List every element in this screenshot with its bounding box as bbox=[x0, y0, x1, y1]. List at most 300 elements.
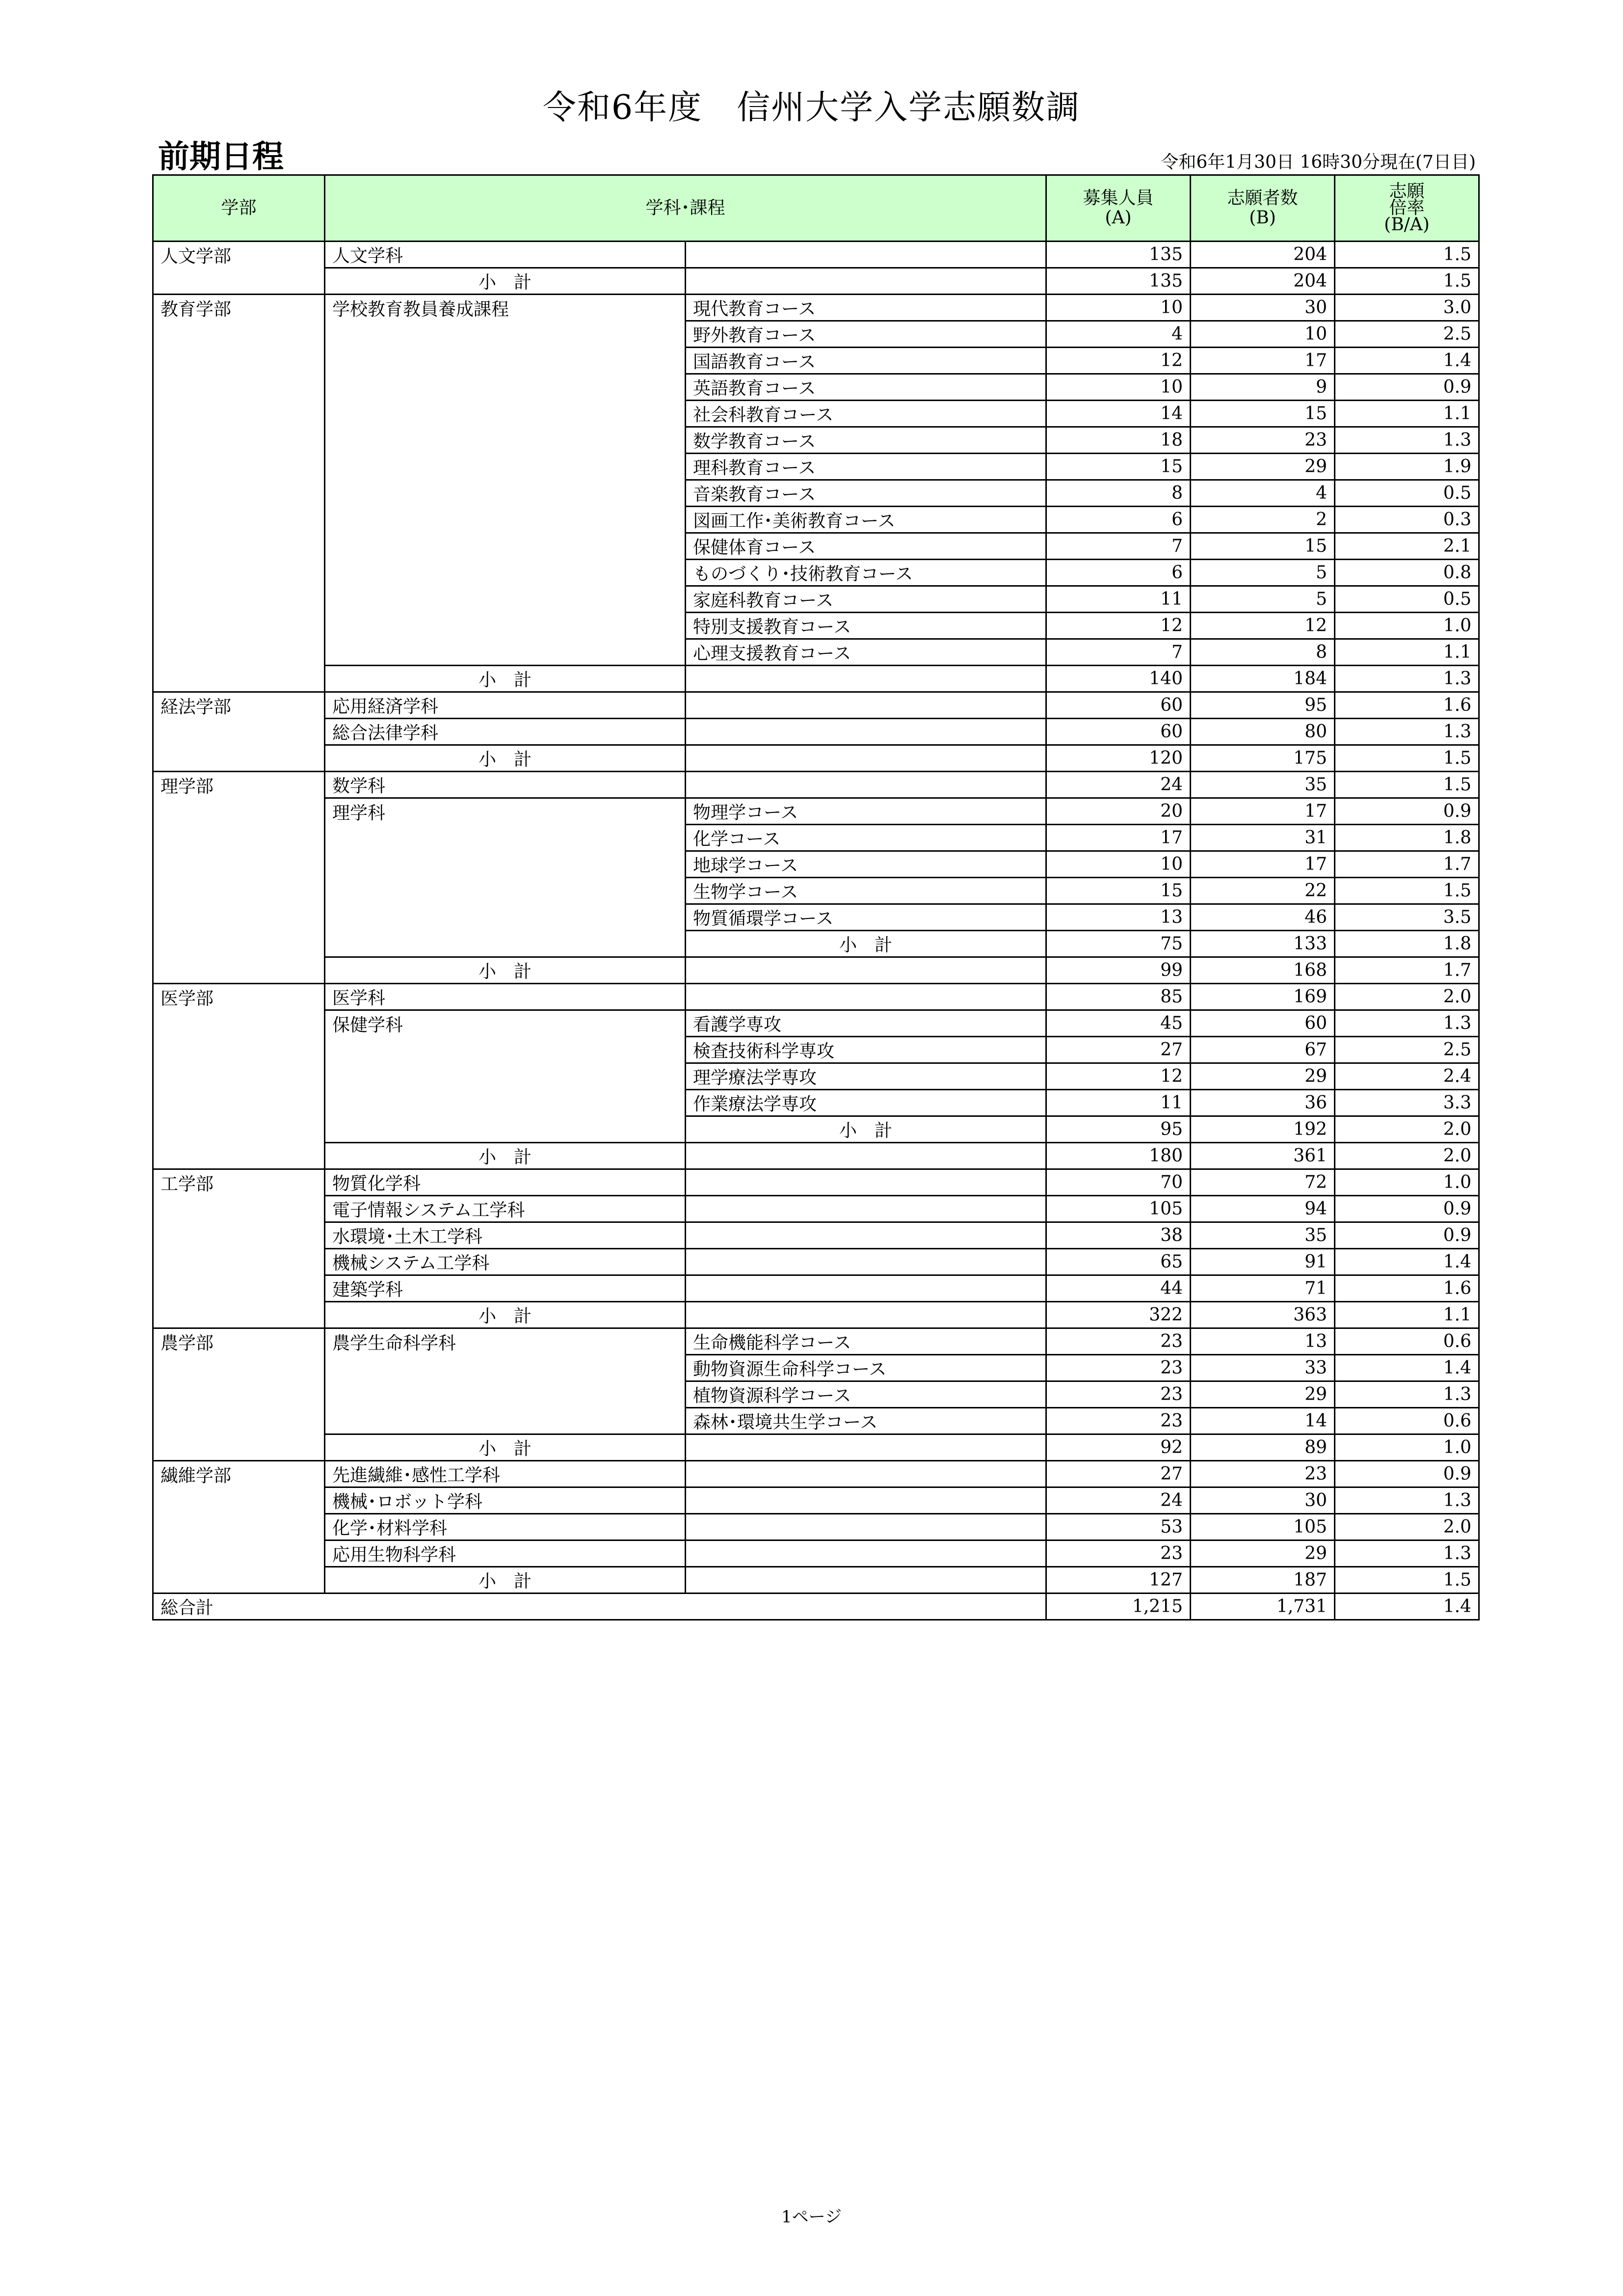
table-row bbox=[153, 321, 1479, 348]
faculty-cell bbox=[153, 1514, 325, 1540]
faculty-cell bbox=[153, 719, 325, 745]
dept-cell bbox=[325, 480, 686, 507]
faculty-cell bbox=[153, 321, 325, 348]
applicants-cell: 17 bbox=[1191, 798, 1335, 825]
applicants-cell: 91 bbox=[1191, 1249, 1335, 1275]
dept-cell bbox=[325, 533, 686, 560]
dept-cell bbox=[325, 427, 686, 454]
faculty-cell: 医学部 bbox=[153, 984, 325, 1010]
applicants-cell: 15 bbox=[1191, 401, 1335, 427]
faculty-cell bbox=[153, 1090, 325, 1116]
faculty-cell bbox=[153, 904, 325, 931]
course-cell: ものづくり･技術教育コース bbox=[686, 560, 1046, 586]
faculty-cell bbox=[153, 1434, 325, 1461]
table-row bbox=[153, 560, 1479, 586]
header-faculty: 学部 bbox=[153, 175, 325, 242]
faculty-cell bbox=[153, 507, 325, 533]
faculty-cell bbox=[153, 480, 325, 507]
ratio-cell: 1.1 bbox=[1335, 1302, 1479, 1328]
dept-cell bbox=[325, 1063, 686, 1090]
faculty-cell bbox=[153, 401, 325, 427]
quota-cell: 20 bbox=[1046, 798, 1191, 825]
faculty-cell bbox=[153, 1116, 325, 1143]
quota-cell: 44 bbox=[1046, 1275, 1191, 1302]
faculty-cell bbox=[153, 533, 325, 560]
course-cell bbox=[686, 1567, 1046, 1594]
dept-cell: 水環境･土木工学科 bbox=[325, 1222, 686, 1249]
dept-cell bbox=[325, 613, 686, 639]
course-cell bbox=[686, 1143, 1046, 1169]
subtotal-label: 小 計 bbox=[325, 666, 686, 692]
applicants-table bbox=[152, 174, 1480, 1621]
table-row bbox=[153, 480, 1479, 507]
applicants-cell: 94 bbox=[1191, 1196, 1335, 1222]
ratio-cell: 3.3 bbox=[1335, 1090, 1479, 1116]
applicants-cell: 23 bbox=[1191, 427, 1335, 454]
applicants-cell: 31 bbox=[1191, 825, 1335, 851]
course-cell bbox=[686, 1514, 1046, 1540]
faculty-cell bbox=[153, 268, 325, 295]
dept-cell bbox=[325, 931, 686, 957]
ratio-cell: 1.7 bbox=[1335, 957, 1479, 984]
dept-cell: 農学生命科学科 bbox=[325, 1328, 686, 1355]
applicants-cell: 71 bbox=[1191, 1275, 1335, 1302]
quota-cell: 120 bbox=[1046, 745, 1191, 772]
ratio-cell: 1.5 bbox=[1335, 745, 1479, 772]
course-cell bbox=[686, 1196, 1046, 1222]
quota-cell: 4 bbox=[1046, 321, 1191, 348]
applicants-cell: 30 bbox=[1191, 1487, 1335, 1514]
quota-cell: 7 bbox=[1046, 639, 1191, 666]
ratio-cell: 1.8 bbox=[1335, 931, 1479, 957]
dept-cell: 建築学科 bbox=[325, 1275, 686, 1302]
ratio-cell: 1.1 bbox=[1335, 639, 1479, 666]
table-row bbox=[153, 878, 1479, 904]
subtotal-label: 小 計 bbox=[686, 931, 1046, 957]
faculty-cell bbox=[153, 427, 325, 454]
quota-cell: 60 bbox=[1046, 719, 1191, 745]
applicants-cell: 35 bbox=[1191, 772, 1335, 798]
ratio-cell: 1.5 bbox=[1335, 772, 1479, 798]
faculty-cell bbox=[153, 560, 325, 586]
ratio-cell: 0.9 bbox=[1335, 1461, 1479, 1487]
table-row bbox=[153, 904, 1479, 931]
course-cell bbox=[686, 1487, 1046, 1514]
course-cell: 社会科教育コース bbox=[686, 401, 1046, 427]
table-header-row bbox=[153, 175, 1479, 242]
table-row bbox=[153, 348, 1479, 374]
course-cell bbox=[686, 745, 1046, 772]
ratio-cell: 2.0 bbox=[1335, 1514, 1479, 1540]
dept-cell bbox=[325, 1355, 686, 1381]
quota-cell: 10 bbox=[1046, 374, 1191, 401]
ratio-cell: 1.7 bbox=[1335, 851, 1479, 878]
applicants-cell: 204 bbox=[1191, 242, 1335, 268]
dept-cell: 総合法律学科 bbox=[325, 719, 686, 745]
quota-cell: 135 bbox=[1046, 242, 1191, 268]
faculty-cell bbox=[153, 931, 325, 957]
quota-cell: 17 bbox=[1046, 825, 1191, 851]
ratio-cell: 2.0 bbox=[1335, 1116, 1479, 1143]
dept-cell bbox=[325, 904, 686, 931]
quota-cell: 14 bbox=[1046, 401, 1191, 427]
course-cell bbox=[686, 1275, 1046, 1302]
subtotal-row bbox=[153, 1434, 1479, 1461]
faculty-cell: 理学部 bbox=[153, 772, 325, 798]
faculty-cell: 繊維学部 bbox=[153, 1461, 325, 1487]
quota-cell: 135 bbox=[1046, 268, 1191, 295]
ratio-cell: 3.5 bbox=[1335, 904, 1479, 931]
applicants-cell: 12 bbox=[1191, 613, 1335, 639]
faculty-cell bbox=[153, 1063, 325, 1090]
course-cell: 物理学コース bbox=[686, 798, 1046, 825]
quota-cell: 38 bbox=[1046, 1222, 1191, 1249]
faculty-cell bbox=[153, 957, 325, 984]
course-cell: 看護学専攻 bbox=[686, 1010, 1046, 1037]
dept-cell: 応用経済学科 bbox=[325, 692, 686, 719]
dept-cell bbox=[325, 348, 686, 374]
quota-cell: 27 bbox=[1046, 1037, 1191, 1063]
dept-cell: 理学科 bbox=[325, 798, 686, 825]
applicants-cell: 30 bbox=[1191, 295, 1335, 321]
course-cell bbox=[686, 1461, 1046, 1487]
quota-cell: 75 bbox=[1046, 931, 1191, 957]
quota-cell: 65 bbox=[1046, 1249, 1191, 1275]
quota-cell: 322 bbox=[1046, 1302, 1191, 1328]
course-cell: 理学療法学専攻 bbox=[686, 1063, 1046, 1090]
dept-cell bbox=[325, 1090, 686, 1116]
faculty-cell bbox=[153, 348, 325, 374]
dept-cell bbox=[325, 639, 686, 666]
dept-cell bbox=[325, 401, 686, 427]
quota-cell: 1,215 bbox=[1046, 1594, 1191, 1620]
course-cell bbox=[686, 1249, 1046, 1275]
ratio-cell: 1.5 bbox=[1335, 242, 1479, 268]
quota-cell: 24 bbox=[1046, 1487, 1191, 1514]
page-number: 1ページ bbox=[781, 2207, 842, 2227]
table-row bbox=[153, 507, 1479, 533]
quota-cell: 24 bbox=[1046, 772, 1191, 798]
applicants-cell: 363 bbox=[1191, 1302, 1335, 1328]
applicants-cell: 89 bbox=[1191, 1434, 1335, 1461]
table-row bbox=[153, 1010, 1479, 1037]
faculty-cell bbox=[153, 639, 325, 666]
header-dept-course: 学科･課程 bbox=[325, 175, 1046, 242]
quota-cell: 105 bbox=[1046, 1196, 1191, 1222]
applicants-cell: 35 bbox=[1191, 1222, 1335, 1249]
table-row bbox=[153, 1063, 1479, 1090]
course-cell: 化学コース bbox=[686, 825, 1046, 851]
table-row bbox=[153, 798, 1479, 825]
course-cell: 生命機能科学コース bbox=[686, 1328, 1046, 1355]
subtotal-label: 小 計 bbox=[686, 1116, 1046, 1143]
course-cell: 理科教育コース bbox=[686, 454, 1046, 480]
ratio-cell: 1.8 bbox=[1335, 825, 1479, 851]
applicants-cell: 8 bbox=[1191, 639, 1335, 666]
faculty-cell bbox=[153, 374, 325, 401]
faculty-cell bbox=[153, 825, 325, 851]
course-cell bbox=[686, 984, 1046, 1010]
ratio-cell: 0.6 bbox=[1335, 1328, 1479, 1355]
course-cell: 森林･環境共生学コース bbox=[686, 1408, 1046, 1434]
quota-cell: 12 bbox=[1046, 1063, 1191, 1090]
dept-cell bbox=[325, 878, 686, 904]
applicants-cell: 29 bbox=[1191, 1381, 1335, 1408]
table-row bbox=[153, 1514, 1479, 1540]
ratio-cell: 2.5 bbox=[1335, 1037, 1479, 1063]
dept-cell bbox=[325, 851, 686, 878]
ratio-cell: 1.9 bbox=[1335, 454, 1479, 480]
subtotal-label: 小 計 bbox=[325, 1302, 686, 1328]
table-row bbox=[153, 1461, 1479, 1487]
quota-cell: 7 bbox=[1046, 533, 1191, 560]
faculty-cell: 人文学部 bbox=[153, 242, 325, 268]
course-cell: 英語教育コース bbox=[686, 374, 1046, 401]
ratio-cell: 1.3 bbox=[1335, 1010, 1479, 1037]
dept-cell bbox=[325, 1381, 686, 1408]
course-cell bbox=[686, 692, 1046, 719]
quota-cell: 15 bbox=[1046, 454, 1191, 480]
table-row bbox=[153, 1487, 1479, 1514]
dept-cell: 機械･ロボット学科 bbox=[325, 1487, 686, 1514]
subtotal-row bbox=[153, 1302, 1479, 1328]
faculty-cell bbox=[153, 1302, 325, 1328]
table-row bbox=[153, 1169, 1479, 1196]
faculty-cell bbox=[153, 454, 325, 480]
course-cell bbox=[686, 772, 1046, 798]
course-cell: 国語教育コース bbox=[686, 348, 1046, 374]
applicants-cell: 184 bbox=[1191, 666, 1335, 692]
faculty-cell bbox=[153, 878, 325, 904]
table-row bbox=[153, 242, 1479, 268]
faculty-cell bbox=[153, 745, 325, 772]
dept-cell: 電子情報システム工学科 bbox=[325, 1196, 686, 1222]
applicants-cell: 105 bbox=[1191, 1514, 1335, 1540]
applicants-cell: 10 bbox=[1191, 321, 1335, 348]
course-cell: 動物資源生命科学コース bbox=[686, 1355, 1046, 1381]
faculty-cell bbox=[153, 613, 325, 639]
ratio-cell: 2.0 bbox=[1335, 1143, 1479, 1169]
quota-cell: 10 bbox=[1046, 295, 1191, 321]
table-row bbox=[153, 851, 1479, 878]
ratio-cell: 3.0 bbox=[1335, 295, 1479, 321]
table-row bbox=[153, 427, 1479, 454]
ratio-cell: 0.9 bbox=[1335, 1222, 1479, 1249]
table-row bbox=[153, 533, 1479, 560]
dept-cell: 人文学科 bbox=[325, 242, 686, 268]
faculty-cell bbox=[153, 1540, 325, 1567]
ratio-cell: 2.1 bbox=[1335, 533, 1479, 560]
applicants-cell: 2 bbox=[1191, 507, 1335, 533]
ratio-cell: 0.3 bbox=[1335, 507, 1479, 533]
applicants-cell: 60 bbox=[1191, 1010, 1335, 1037]
faculty-cell: 工学部 bbox=[153, 1169, 325, 1196]
subtotal-row bbox=[153, 931, 1479, 957]
faculty-cell bbox=[153, 1381, 325, 1408]
ratio-cell: 1.3 bbox=[1335, 427, 1479, 454]
applicants-cell: 67 bbox=[1191, 1037, 1335, 1063]
table-row bbox=[153, 374, 1479, 401]
faculty-cell bbox=[153, 1010, 325, 1037]
course-cell: 特別支援教育コース bbox=[686, 613, 1046, 639]
subtotal-row bbox=[153, 1116, 1479, 1143]
table-row bbox=[153, 1381, 1479, 1408]
dept-cell bbox=[325, 825, 686, 851]
quota-cell: 8 bbox=[1046, 480, 1191, 507]
dept-cell bbox=[325, 560, 686, 586]
ratio-cell: 1.0 bbox=[1335, 1434, 1479, 1461]
dept-cell: 保健学科 bbox=[325, 1010, 686, 1037]
header-applicants: 志願者数 (B) bbox=[1191, 175, 1335, 242]
ratio-cell: 1.3 bbox=[1335, 1540, 1479, 1567]
ratio-cell: 1.3 bbox=[1335, 719, 1479, 745]
quota-cell: 13 bbox=[1046, 904, 1191, 931]
applicants-cell: 5 bbox=[1191, 560, 1335, 586]
dept-cell bbox=[325, 374, 686, 401]
subtotal-row bbox=[153, 268, 1479, 295]
ratio-cell: 1.0 bbox=[1335, 613, 1479, 639]
course-cell bbox=[686, 268, 1046, 295]
applicants-cell: 169 bbox=[1191, 984, 1335, 1010]
ratio-cell: 1.4 bbox=[1335, 348, 1479, 374]
applicants-cell: 46 bbox=[1191, 904, 1335, 931]
dept-cell bbox=[325, 586, 686, 613]
subtotal-label: 小 計 bbox=[325, 957, 686, 984]
quota-cell: 10 bbox=[1046, 851, 1191, 878]
quota-cell: 45 bbox=[1046, 1010, 1191, 1037]
faculty-cell bbox=[153, 586, 325, 613]
applicants-cell: 17 bbox=[1191, 851, 1335, 878]
quota-cell: 140 bbox=[1046, 666, 1191, 692]
dept-cell: 医学科 bbox=[325, 984, 686, 1010]
applicants-cell: 204 bbox=[1191, 268, 1335, 295]
course-cell: 心理支援教育コース bbox=[686, 639, 1046, 666]
applicants-cell: 29 bbox=[1191, 1063, 1335, 1090]
quota-cell: 23 bbox=[1046, 1328, 1191, 1355]
applicants-cell: 133 bbox=[1191, 931, 1335, 957]
quota-cell: 18 bbox=[1046, 427, 1191, 454]
subtotal-label: 小 計 bbox=[325, 1434, 686, 1461]
quota-cell: 23 bbox=[1046, 1355, 1191, 1381]
subtotal-label: 小 計 bbox=[325, 1143, 686, 1169]
ratio-cell: 0.8 bbox=[1335, 560, 1479, 586]
table-row bbox=[153, 719, 1479, 745]
subtotal-row bbox=[153, 1567, 1479, 1594]
ratio-cell: 0.5 bbox=[1335, 586, 1479, 613]
table-row bbox=[153, 984, 1479, 1010]
quota-cell: 27 bbox=[1046, 1461, 1191, 1487]
course-cell bbox=[686, 1222, 1046, 1249]
course-cell bbox=[686, 1434, 1046, 1461]
subtotal-label: 小 計 bbox=[325, 1567, 686, 1594]
ratio-cell: 1.3 bbox=[1335, 1381, 1479, 1408]
course-cell: 家庭科教育コース bbox=[686, 586, 1046, 613]
table-row bbox=[153, 692, 1479, 719]
faculty-cell bbox=[153, 1249, 325, 1275]
table-row bbox=[153, 454, 1479, 480]
applicants-cell: 187 bbox=[1191, 1567, 1335, 1594]
faculty-cell bbox=[153, 1143, 325, 1169]
course-cell: 音楽教育コース bbox=[686, 480, 1046, 507]
quota-cell: 23 bbox=[1046, 1540, 1191, 1567]
quota-cell: 23 bbox=[1046, 1381, 1191, 1408]
table-row bbox=[153, 1355, 1479, 1381]
applicants-cell: 72 bbox=[1191, 1169, 1335, 1196]
ratio-cell: 1.3 bbox=[1335, 666, 1479, 692]
course-cell bbox=[686, 1540, 1046, 1567]
course-cell bbox=[686, 242, 1046, 268]
applicants-cell: 80 bbox=[1191, 719, 1335, 745]
quota-cell: 6 bbox=[1046, 560, 1191, 586]
quota-cell: 11 bbox=[1046, 586, 1191, 613]
subtotal-row bbox=[153, 1143, 1479, 1169]
applicants-cell: 13 bbox=[1191, 1328, 1335, 1355]
course-cell bbox=[686, 957, 1046, 984]
ratio-cell: 1.4 bbox=[1335, 1249, 1479, 1275]
ratio-cell: 1.5 bbox=[1335, 1567, 1479, 1594]
subtotal-label: 小 計 bbox=[325, 268, 686, 295]
table-row bbox=[153, 613, 1479, 639]
course-cell: 野外教育コース bbox=[686, 321, 1046, 348]
dept-cell bbox=[325, 507, 686, 533]
ratio-cell: 2.0 bbox=[1335, 984, 1479, 1010]
applicants-cell: 14 bbox=[1191, 1408, 1335, 1434]
table-row bbox=[153, 295, 1479, 321]
faculty-cell bbox=[153, 1487, 325, 1514]
course-cell: 生物学コース bbox=[686, 878, 1046, 904]
table-row bbox=[153, 1249, 1479, 1275]
total-row bbox=[153, 1594, 1479, 1620]
subtotal-label: 小 計 bbox=[325, 745, 686, 772]
applicants-cell: 29 bbox=[1191, 1540, 1335, 1567]
table-body bbox=[153, 242, 1479, 1620]
table-row bbox=[153, 586, 1479, 613]
faculty-cell: 農学部 bbox=[153, 1328, 325, 1355]
applicants-cell: 192 bbox=[1191, 1116, 1335, 1143]
table-row bbox=[153, 1540, 1479, 1567]
applicants-cell: 4 bbox=[1191, 480, 1335, 507]
quota-cell: 12 bbox=[1046, 348, 1191, 374]
applicants-cell: 361 bbox=[1191, 1143, 1335, 1169]
table-row bbox=[153, 1328, 1479, 1355]
faculty-cell bbox=[153, 1567, 325, 1594]
ratio-cell: 1.6 bbox=[1335, 1275, 1479, 1302]
applicants-cell: 17 bbox=[1191, 348, 1335, 374]
faculty-cell bbox=[153, 1355, 325, 1381]
applicants-cell: 29 bbox=[1191, 454, 1335, 480]
quota-cell: 12 bbox=[1046, 613, 1191, 639]
ratio-cell: 1.6 bbox=[1335, 692, 1479, 719]
page-title: 令和6年度 信州大学入学志願数調 bbox=[542, 88, 1081, 127]
quota-cell: 92 bbox=[1046, 1434, 1191, 1461]
table-row bbox=[153, 1275, 1479, 1302]
applicants-cell: 9 bbox=[1191, 374, 1335, 401]
applicants-cell: 1,731 bbox=[1191, 1594, 1335, 1620]
ratio-cell: 1.3 bbox=[1335, 1487, 1479, 1514]
dept-cell: 物質化学科 bbox=[325, 1169, 686, 1196]
ratio-cell: 1.5 bbox=[1335, 268, 1479, 295]
course-cell: 物質循環学コース bbox=[686, 904, 1046, 931]
subtotal-row bbox=[153, 666, 1479, 692]
dept-cell: 化学･材料学科 bbox=[325, 1514, 686, 1540]
course-cell: 作業療法学専攻 bbox=[686, 1090, 1046, 1116]
quota-cell: 127 bbox=[1046, 1567, 1191, 1594]
ratio-cell: 0.6 bbox=[1335, 1408, 1479, 1434]
course-cell bbox=[686, 666, 1046, 692]
applicants-cell: 168 bbox=[1191, 957, 1335, 984]
dept-cell: 機械システム工学科 bbox=[325, 1249, 686, 1275]
ratio-cell: 1.5 bbox=[1335, 878, 1479, 904]
